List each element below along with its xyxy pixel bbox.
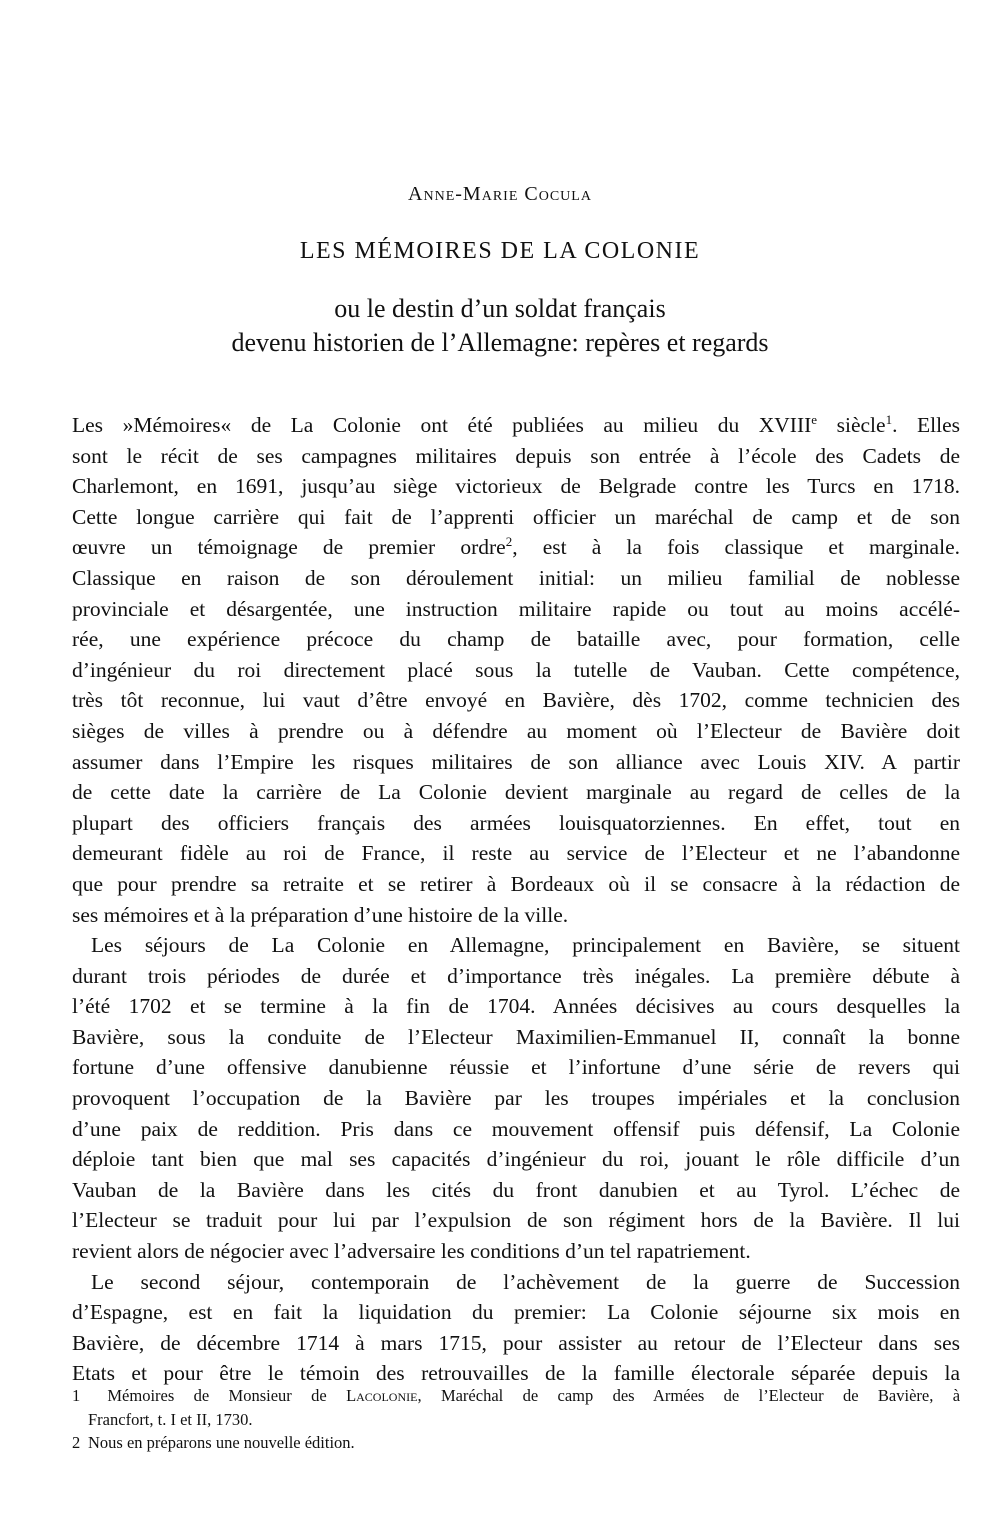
body-line-text: assumer dans l’Empire les risques militaires de son alliance avec Louis XIV. A partir: [72, 749, 960, 774]
body-line-text: Le second séjour, contemporain de l’achèvement de la guerre de Succession: [91, 1269, 960, 1294]
body-line-text: Bavière, de décembre 1714 à mars 1715, pour assister au retour de l’Electeur dans ses: [72, 1330, 960, 1355]
body-line: [72, 1328, 960, 1359]
body-line: [72, 716, 960, 747]
body-line: [72, 747, 960, 778]
body-line-text: Charlemont, en 1691, jusqu’au siège victorieux de Belgrade contre les Turcs en 1718.: [72, 474, 960, 499]
body-line: [72, 961, 960, 992]
body-line-text: l’été 1702 et se termine à la fin de 1704. Années décisives au cours desquelles la: [72, 994, 960, 1019]
body-line: [72, 991, 960, 1022]
body-line: [72, 930, 960, 961]
body-line-text: . Elles: [892, 413, 960, 437]
body-line: [72, 869, 960, 900]
footnote-text: Francfort, t. I et II, 1730.: [88, 1409, 253, 1429]
body-line-text: rée, une expérience précoce du champ de bataille avec, pour formation, celle: [72, 627, 960, 652]
body-line-text: demeurant fidèle au roi de France, il reste au service de l’Electeur et ne l’abandonne: [72, 841, 960, 866]
body-line-text: , est à la fois classique et marginale.: [512, 535, 960, 560]
body-line: [72, 655, 960, 686]
body-line: [72, 1175, 960, 1206]
body-line: [72, 808, 960, 839]
body-line-text: de cette date la carrière de La Colonie devient marginale au regard de celles de la: [72, 780, 960, 805]
body-line-text: revient alors de négocier avec l’adversaire les conditions d’un tel rapatriement.: [72, 1239, 751, 1264]
body-line-text: d’une paix de reddition. Pris dans ce mouvement offensif puis défensif, La Colonie: [72, 1116, 960, 1141]
body-line: [72, 1205, 960, 1236]
article-subtitle: [0, 292, 1000, 360]
footnotes: [72, 1384, 960, 1455]
footnote-number: 2: [72, 1433, 81, 1452]
subtitle-line: devenu historien de l’Allemagne: repères et regards: [231, 328, 769, 357]
body-line: [72, 594, 960, 625]
body-line-text: œuvre un témoignage de premier ordre: [72, 535, 506, 560]
body-line-text: Les »Mémoires« de La Colonie ont été publiées au milieu du XVIII: [72, 413, 812, 437]
body-line-text: plupart des officiers français des armées louisquatorziennes. En effet, tout en: [72, 810, 960, 835]
subtitle-line: ou le destin d’un soldat français: [334, 294, 666, 323]
body-line-text: que pour prendre sa retraite et se retirer à Bordeaux où il se consacre à la rédaction de: [72, 871, 960, 896]
body-line: [72, 1297, 960, 1328]
body-line: [72, 685, 960, 716]
body-line: [72, 563, 960, 594]
footnote-text: Nous en préparons une nouvelle édition.: [88, 1433, 355, 1452]
body-line: [72, 624, 960, 655]
body-line-text: Classique en raison de son déroulement initial: un milieu familial de noblesse: [72, 565, 960, 590]
body-line: [72, 777, 960, 808]
body-line: [72, 471, 960, 502]
body-line-text: fortune d’une offensive danubienne réussie et l’infortune d’une série de revers qui: [72, 1055, 960, 1080]
body-line: [72, 1114, 960, 1145]
body-text: [72, 410, 960, 1389]
body-line-text: provinciale et désargentée, une instruction militaire rapide ou tout au moins accélé-: [72, 596, 960, 621]
body-line-text: l’Electeur se traduit pour lui par l’expulsion de son régiment hors de la Bavière. Il lui: [72, 1208, 960, 1233]
body-line-text: très tôt reconnue, lui vaut d’être envoyé en Bavière, dès 1702, comme technicien des: [72, 688, 960, 713]
body-line-text: d’ingénieur du roi directement placé sous la tutelle de Vauban. Cette compétence,: [72, 657, 960, 682]
footnote-ref: e: [811, 412, 818, 427]
body-line-text: sont le récit de ses campagnes militaires depuis son entrée à l’école des Cadets de: [72, 443, 960, 468]
footnote-text: Mémoires de Monsieur de: [107, 1386, 347, 1405]
body-line: [72, 502, 960, 533]
footnote-1: [72, 1384, 960, 1431]
body-line-text: Bavière, sous la conduite de l’Electeur Maximilien-Emmanuel II, connaît la bonne: [72, 1024, 960, 1049]
footnote-number: 1: [72, 1386, 81, 1405]
footnote-text: , Maréchal de camp des Armées de l’Electeur de Bavière, à: [417, 1386, 961, 1405]
body-line: [72, 1083, 960, 1114]
body-line-text: Cette longue carrière qui fait de l’apprenti officier un maréchal de camp et de son: [72, 504, 960, 529]
body-line-text: Les séjours de La Colonie en Allemagne, principalement en Bavière, se situent: [91, 933, 960, 958]
body-line-text: Vauban de la Bavière dans les cités du front danubien et au Tyrol. L’échec de: [72, 1177, 960, 1202]
footnote-author-name: Lacolonie: [346, 1386, 418, 1405]
body-line: [72, 900, 960, 931]
body-line-text: sièges de villes à prendre ou à défendre au moment où l’Electeur de Bavière doit: [72, 718, 960, 743]
body-line-text: siècle: [817, 413, 886, 437]
body-line: [72, 410, 960, 441]
body-line: [72, 1236, 960, 1267]
body-line: [72, 1144, 960, 1175]
footnote-2: [72, 1431, 960, 1455]
body-line-text: Etats et pour être le témoin des retrouvailles de la famille électorale séparée depuis la: [72, 1361, 960, 1386]
body-line: [72, 1022, 960, 1053]
body-line: [72, 532, 960, 563]
body-line-text: déploie tant bien que mal ses capacités d’ingénieur du roi, jouant le rôle difficile d’un: [72, 1147, 960, 1172]
body-line: [72, 441, 960, 472]
body-line-text: ses mémoires et à la préparation d’une histoire de la ville.: [72, 902, 569, 927]
body-line-text: d’Espagne, est en fait la liquidation du premier: La Colonie séjourne six mois en: [72, 1300, 960, 1325]
body-line: [72, 1267, 960, 1298]
body-line-text: provoquent l’occupation de la Bavière par les troupes impériales et la conclusion: [72, 1086, 960, 1111]
footnote-ref: 2: [505, 534, 513, 550]
author-name: Anne-Marie Cocula: [408, 183, 592, 205]
footnote-ref: 1: [885, 412, 893, 427]
body-line-text: durant trois périodes de durée et d’importance très inégales. La première débute à: [72, 963, 960, 988]
body-line: [72, 1052, 960, 1083]
article-title: LES MÉMOIRES DE LA COLONIE: [299, 238, 701, 264]
body-line: [72, 838, 960, 869]
